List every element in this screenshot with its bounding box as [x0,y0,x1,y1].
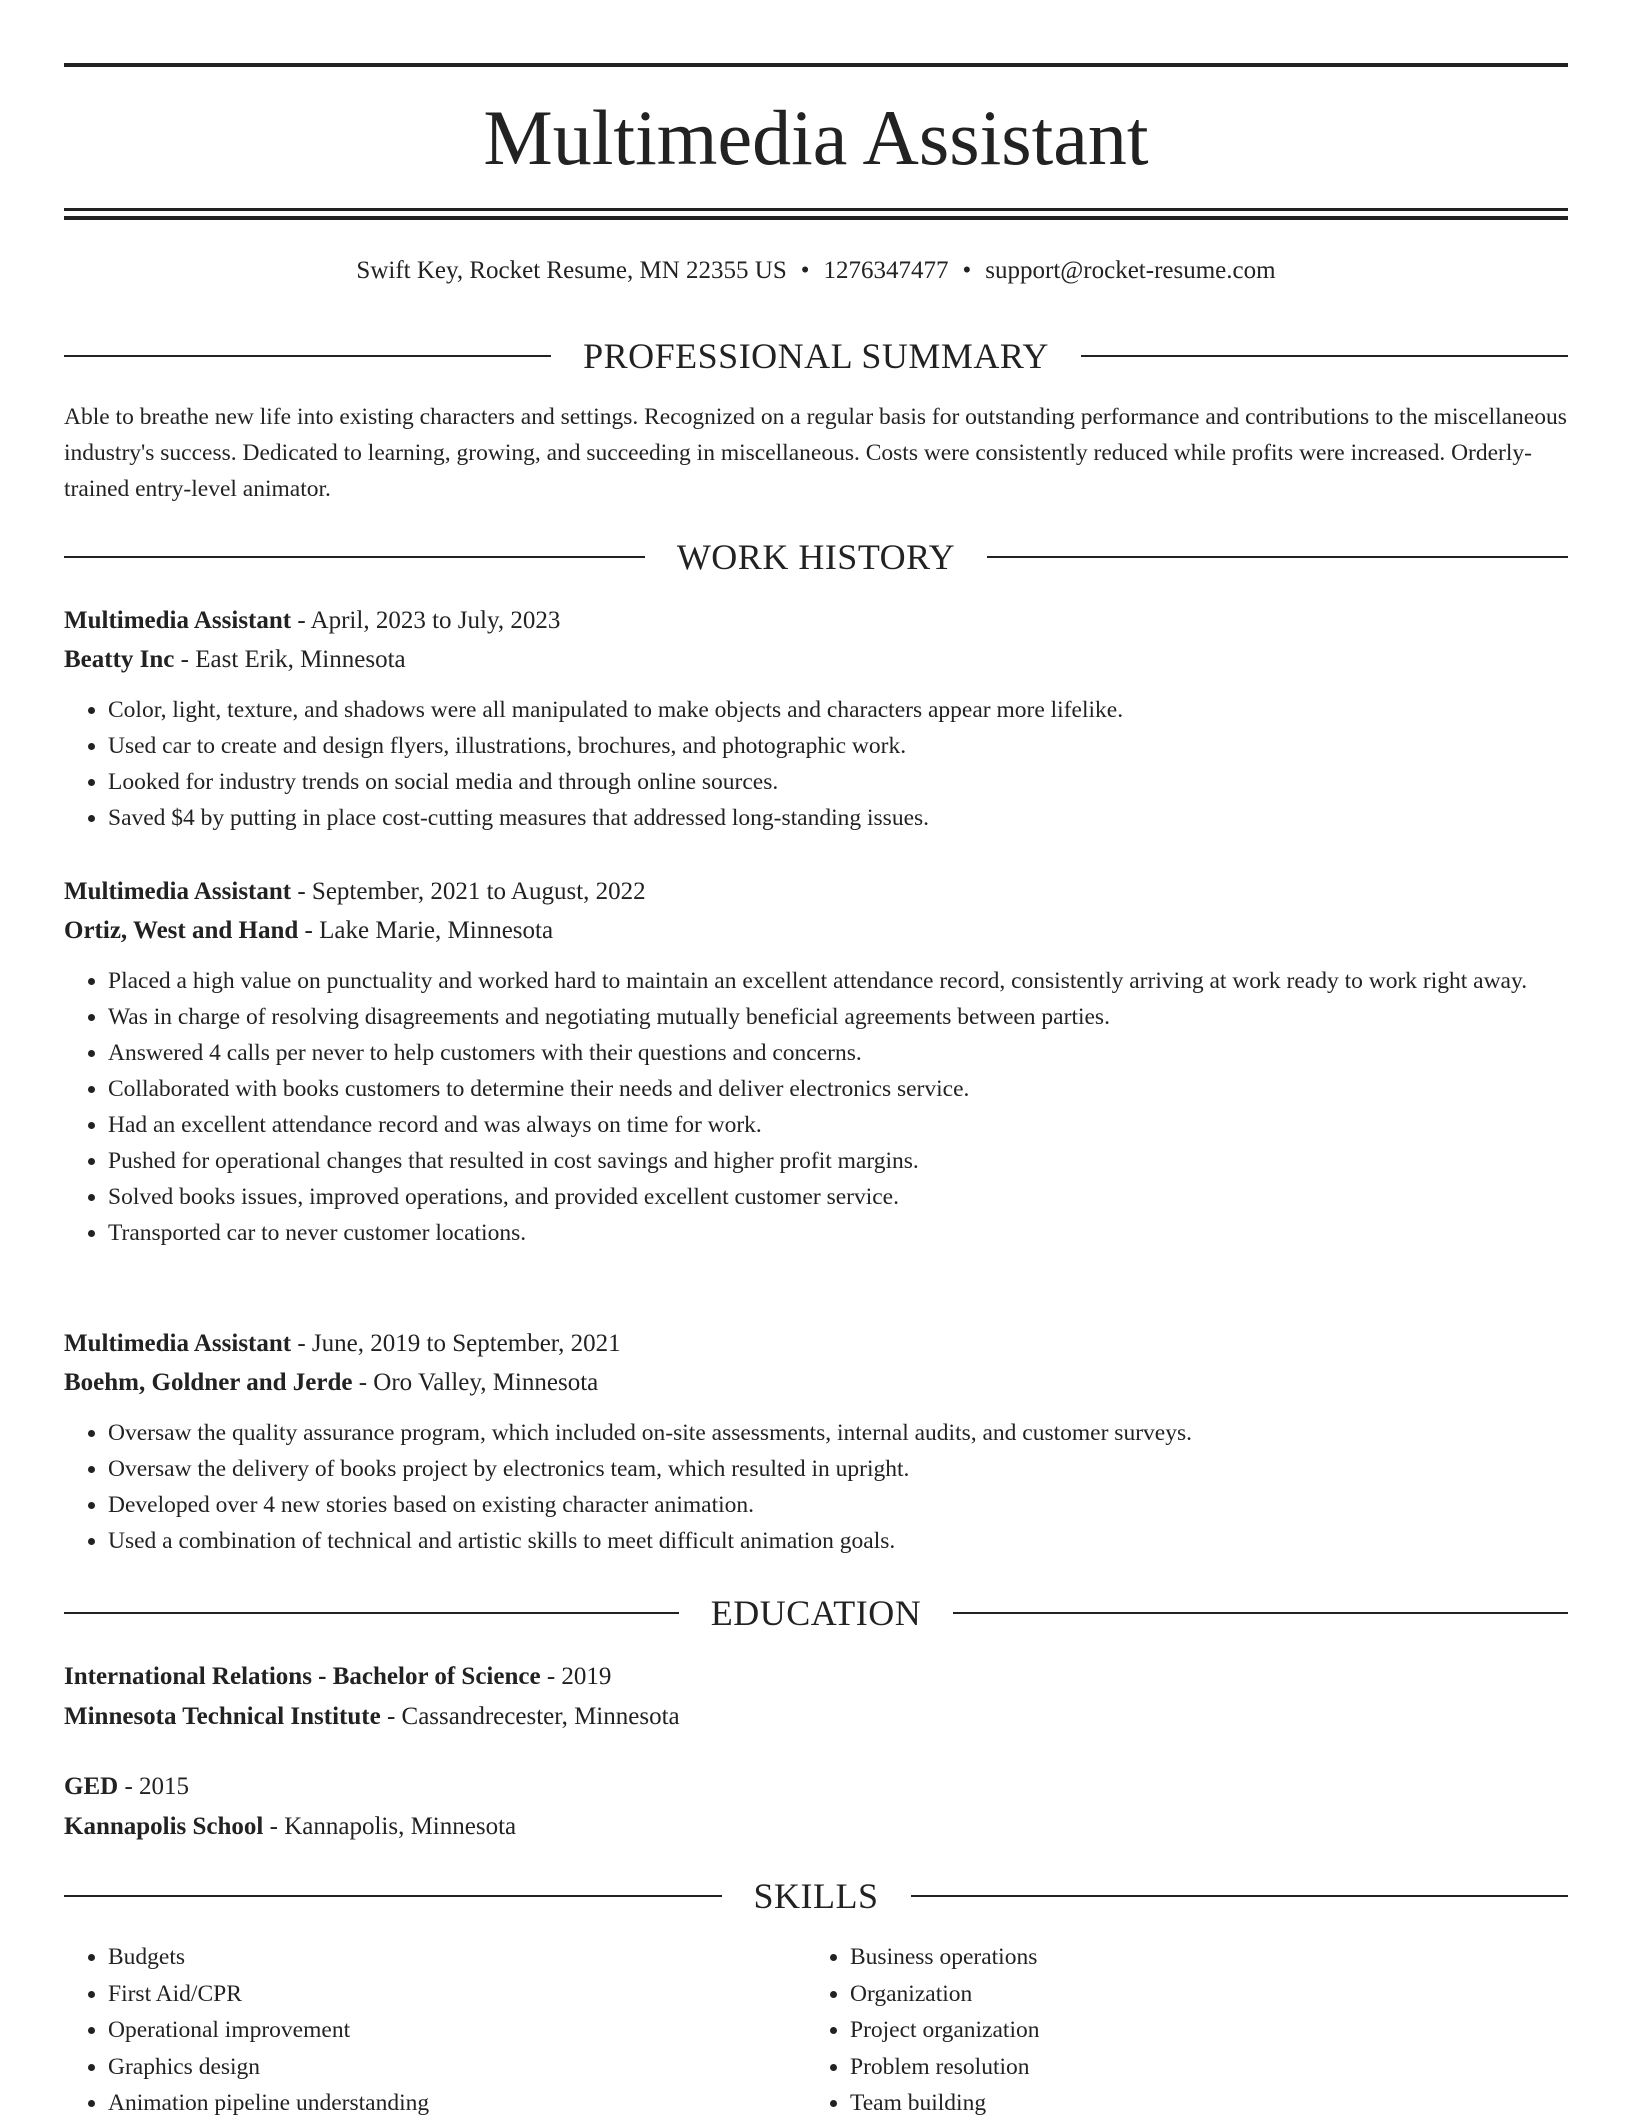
skill-item: • Graphics design [108,2049,806,2086]
job-title: Multimedia Assistant [64,607,292,634]
header-top-rule [64,63,1568,67]
section-rule-left [64,556,645,558]
job-bullet: • Oversaw the quality assurance program, which included on-site assessments, internal audits, and customer surveys. [108,1415,1568,1451]
section-rule-left [64,355,551,357]
job-company-line [64,641,1568,679]
education-entry [64,1658,1568,1736]
skills-column-left [64,1939,806,2122]
section-title: EDUCATION [710,1593,922,1633]
skill-item: • Budgets [108,1939,806,1976]
section-rule-right [911,1895,1569,1897]
header-double-rule-lower [64,216,1568,220]
skill-item: • Organization [850,1976,1548,2013]
contact-separator: • [962,257,972,284]
job-bullet: • Looked for industry trends on social media and through online sources. [108,764,1568,800]
section-title: WORK HISTORY [676,537,956,577]
job-bullet: • Had an excellent attendance record and was always on time for work. [108,1107,1568,1143]
education-degree: International Relations - Bachelor of Science [64,1663,541,1690]
contact-email: support@rocket-resume.com [985,257,1276,284]
contact-phone: 1276347477 [823,257,949,284]
education-school-line [64,1698,1568,1736]
job-company: Beatty Inc [64,646,175,673]
job-location: - Oro Valley, Minnesota [352,1369,599,1396]
contact-line [64,254,1568,288]
job-location: - East Erik, Minnesota [174,646,406,673]
job-bullets [64,692,1568,836]
summary-text: Able to breathe new life into existing characters and settings. Recognized on a regular basis for outstanding performance and contributions to the miscellaneous industry's success. Dedicated to learning, growing, and succeeding in miscellaneous. Costs were consistently reduced while profits were increased. Orderly-trained entry-level animator. [64,404,1567,502]
job-role-line [64,873,1568,911]
job-company: Boehm, Goldner and Jerde [64,1369,353,1396]
skill-item: • Team building [850,2085,1548,2122]
job-bullet: • Transported car to never customer locations. [108,1215,1568,1251]
job-bullet: • Answered 4 calls per never to help customers with their questions and concerns. [108,1035,1568,1071]
job-bullet: • Saved $4 by putting in place cost-cutting measures that addressed long-standing issues. [108,800,1568,836]
education-degree-line [64,1768,1568,1806]
section-rule-left [64,1895,722,1897]
header-double-rule-upper [64,208,1568,211]
job-company-line [64,912,1568,950]
job-bullet: • Color, light, texture, and shadows were all manipulated to make objects and characters appear more lifelike. [108,692,1568,728]
section-title: SKILLS [753,1876,879,1916]
contact-separator: • [800,257,810,284]
section-header-education [64,1593,1568,1633]
education-degree-line [64,1658,1568,1696]
job-bullet: • Collaborated with books customers to determine their needs and deliver electronics service. [108,1071,1568,1107]
job-bullets [64,1415,1568,1559]
education-year: - 2015 [118,1773,190,1800]
job-location: - Lake Marie, Minnesota [298,917,554,944]
skills-column-right [806,1939,1548,2122]
section-header-work [64,537,1568,577]
job-role-line [64,602,1568,640]
job-entry [64,1325,1568,1559]
job-title: Multimedia Assistant [64,878,292,905]
job-role-line [64,1325,1568,1363]
skill-item: • Animation pipeline understanding [108,2085,806,2122]
education-school: Minnesota Technical Institute [64,1703,381,1730]
job-dates: - September, 2021 to August, 2022 [291,878,646,905]
section-header-summary [64,336,1568,376]
job-bullet: • Placed a high value on punctuality and worked hard to maintain an excellent attendance record, consistently arriving at work ready to work right away. [108,963,1568,999]
job-bullet: • Solved books issues, improved operations, and provided excellent customer service. [108,1179,1568,1215]
job-bullet: • Pushed for operational changes that resulted in cost savings and higher profit margins. [108,1143,1568,1179]
section-rule-right [1081,355,1568,357]
resume-name: Multimedia Assistant [483,94,1149,181]
education-location: - Cassandrecester, Minnesota [380,1703,680,1730]
skills-list [64,1939,1568,2122]
skill-item: • First Aid/CPR [108,1976,806,2013]
skill-item: • Business operations [850,1939,1548,1976]
job-company: Ortiz, West and Hand [64,917,299,944]
job-bullet: • Developed over 4 new stories based on existing character animation. [108,1487,1568,1523]
job-title: Multimedia Assistant [64,1330,292,1357]
skill-item: • Problem resolution [850,2049,1548,2086]
job-dates: - June, 2019 to September, 2021 [291,1330,621,1357]
job-bullet: • Used car to create and design flyers, illustrations, brochures, and photographic work. [108,728,1568,764]
education-school: Kannapolis School [64,1813,264,1840]
education-school-line [64,1808,1568,1846]
job-entry [64,602,1568,836]
job-bullet: • Used a combination of technical and artistic skills to meet difficult animation goals. [108,1523,1568,1559]
job-entry [64,873,1568,1251]
education-degree: GED [64,1773,119,1800]
job-company-line [64,1364,1568,1402]
skill-item: • Operational improvement [108,2012,806,2049]
contact-address: Swift Key, Rocket Resume, MN 22355 US [356,257,787,284]
education-year: - 2019 [540,1663,612,1690]
job-bullet: • Was in charge of resolving disagreements and negotiating mutually beneficial agreements between parties. [108,999,1568,1035]
job-bullet: • Oversaw the delivery of books project by electronics team, which resulted in upright. [108,1451,1568,1487]
education-entry [64,1768,1568,1846]
section-title: PROFESSIONAL SUMMARY [583,336,1049,376]
education-location: - Kannapolis, Minnesota [263,1813,517,1840]
section-rule-left [64,1612,679,1614]
job-bullets [64,963,1568,1251]
section-header-skills [64,1876,1568,1916]
section-rule-right [987,556,1568,558]
section-rule-right [953,1612,1568,1614]
job-dates: - April, 2023 to July, 2023 [291,607,561,634]
skill-item: • Project organization [850,2012,1548,2049]
